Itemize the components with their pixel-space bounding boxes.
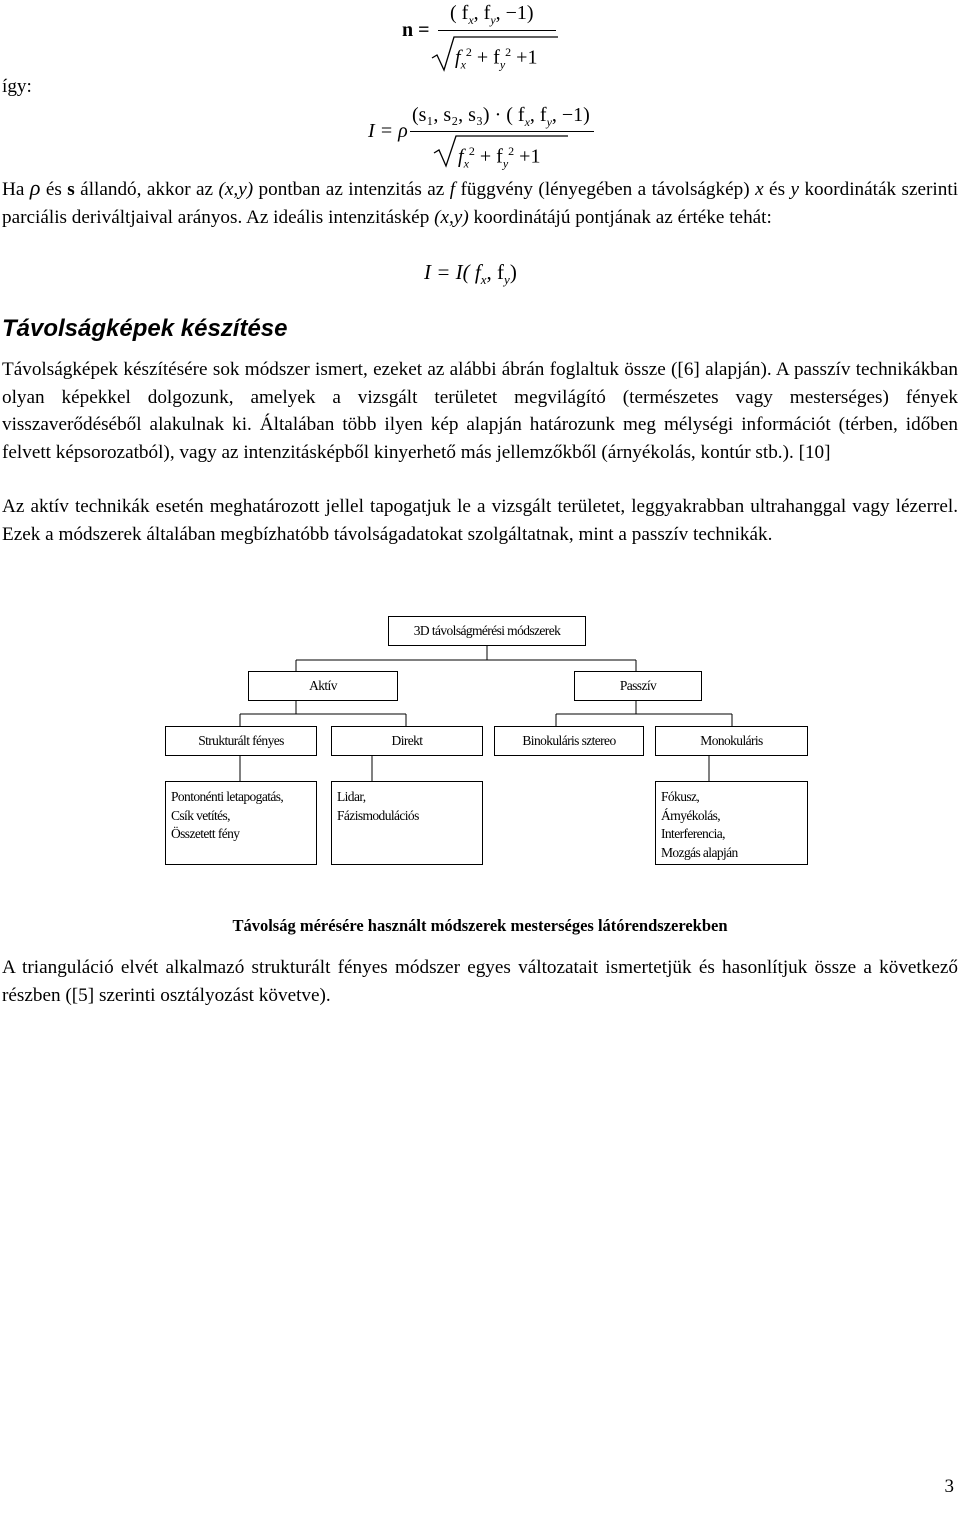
leaf-item: Interferencia, [661, 826, 725, 841]
eq-n-lhs: n = [402, 19, 430, 41]
eq-I-denominator: $f_x^2 + f_y^2 +1$ [458, 144, 541, 171]
diagram-node-monokularis: Monokuláris [655, 726, 808, 756]
diagram-leaf-direct [331, 781, 483, 865]
leaf-item: Mozgás alapján [661, 844, 738, 860]
eq-I-numerator: (s₁, s₂, s₃) · ( $f_x$, $f_y$, −1) [412, 104, 590, 129]
diagram-node-root: 3D távolságmérési módszerek [388, 616, 586, 646]
diagram-node-passziv: Passzív [574, 671, 702, 701]
leaf-item: Árnyékolás, [661, 807, 721, 823]
eq-n-denominator: $f_x^2 + f_y^2 +1$ [455, 45, 538, 72]
label-igy: így: [2, 76, 32, 97]
diagram-leaf-monocular [655, 781, 808, 865]
page-number: 3 [944, 1476, 954, 1497]
paragraph-intensity-explanation: Ha ρ és s állandó, akkor az (x,y) pontban az intenzitás az f függvény (lényegében a távolságkép) x és y koordináták szerinti parciális deriváltjaival arányos. Az ideális intenzitáskép (x,y) koordinátájú pontjának az értéke tehát: [2, 175, 959, 228]
leaf-item: Lidar, [337, 789, 366, 804]
paragraph-methods-overview: Távolságképek készítésére sok módszer ismert, ezeket az alábbi ábrán foglaltuk össze ([6] alapján). A passzív technikákban olyan képekkel dolgozunk, amelyek a vizsgált területet megvilágító (természetes vagy mesterséges) fények visszaverődéséből alakulnak ki. Általában több ilyen kép alapján határozunk meg mélységi információt (térben, időben felvett képsorozatból), vagy az intenzitásképből kinyerhető más jellemzőkből (árnyékolás, kontúr stb.). [10] [2, 359, 958, 463]
eq-I-lhs: I = ρ [368, 120, 408, 142]
paragraph-active-techniques: Az aktív technikák esetén meghatározott jellel tapogatjuk le a vizsgált területet, leggyakrabban ultrahanggal vagy lézerrel. Ezek a módszerek általában megbízhatóbb távolságadatokat szolgáltatnak, mint a passzív technikák. [2, 496, 958, 545]
leaf-item: Fókusz, [661, 789, 700, 804]
leaf-item: Fázismodulációs [337, 807, 419, 823]
diagram-leaf-structured-light [165, 781, 317, 865]
diagram-node-binokularis: Binokuláris sztereo [494, 726, 644, 756]
diagram-node-strukturalt: Strukturált fényes [165, 726, 317, 756]
paragraph-triangulation: A trianguláció elvét alkalmazó strukturált fényes módszer egyes változatait ismertetjük és hasonlítjuk össze a következő részben ([5] szerinti osztályozást követve). [2, 957, 958, 1006]
leaf-item: Összetett fény [171, 826, 240, 841]
diagram-node-direkt: Direkt [331, 726, 483, 756]
eq-n-numerator: ( $f_x$, $f_y$, −1) [450, 2, 534, 27]
leaf-item: Pontonénti letapogatás, [171, 789, 284, 804]
equation-ideal-intensity: I = I( $f_x$, $f_y$) [424, 260, 517, 288]
section-heading: Távolságképek készítése [2, 315, 288, 342]
figure-caption: Távolság mérésére használt módszerek mesterséges látórendszerekben [232, 916, 728, 935]
diagram-node-aktiv: Aktív [248, 671, 398, 701]
leaf-item: Csík vetítés, [171, 807, 230, 823]
